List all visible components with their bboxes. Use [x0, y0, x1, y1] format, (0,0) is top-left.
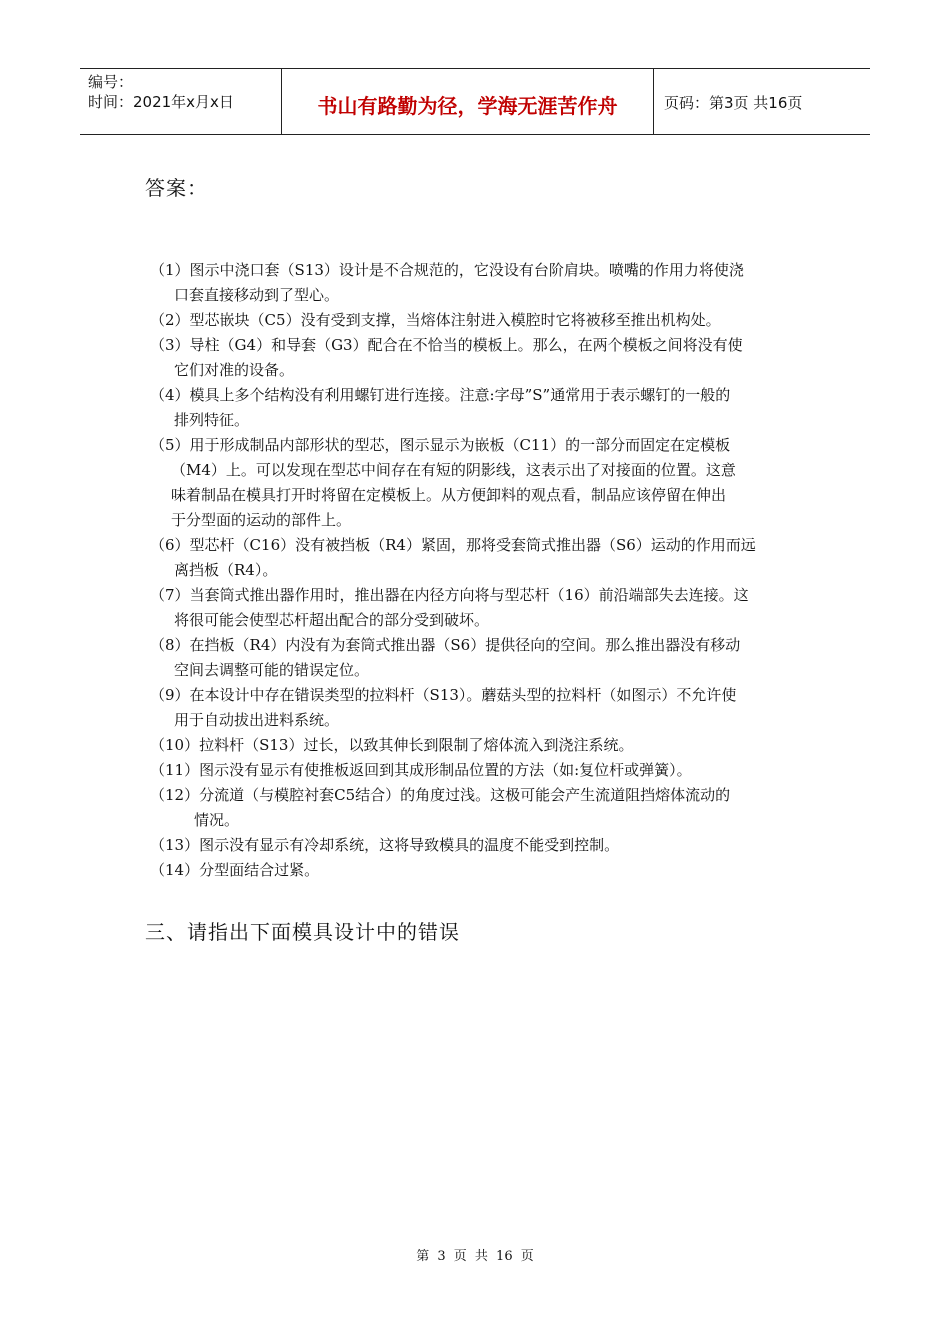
item-line: 于分型面的运动的部件上。: [171, 511, 352, 529]
item-line: 排列特征。: [174, 411, 250, 429]
item-line: 口套直接移动到了型心。: [174, 286, 340, 304]
document-time-label: 时间：2021年x月x日: [88, 93, 234, 111]
answer-list: [150, 258, 810, 883]
header-motto: 书山有路勤为径，学海无涯苦作舟: [282, 69, 654, 134]
header-page-number: 页码：第3页 共16页: [664, 94, 803, 112]
list-item: [150, 683, 810, 733]
list-item: [150, 633, 810, 683]
header-info-cell: [80, 69, 282, 134]
item-line: 将很可能会使型芯杆超出配合的部分受到破坏。: [174, 611, 490, 629]
item-line: （M4）上。可以发现在型芯中间存在有短的阴影线，这表示出了对接面的位置。这意: [171, 461, 736, 479]
item-line: （10）拉料杆（S13）过长，以致其伸长到限制了熔体流入到浇注系统。: [150, 736, 634, 754]
list-item: [150, 533, 810, 583]
page-header: [80, 68, 870, 135]
item-line: （12）分流道（与模腔衬套C5结合）的角度过浅。这极可能会产生流道阻挡熔体流动的: [150, 786, 731, 804]
list-item: [150, 583, 810, 633]
item-line: （1）图示中浇口套（S13）设计是不合规范的，它没设有台阶肩块。喷嘴的作用力将使浇: [150, 261, 744, 279]
item-line: （14）分型面结合过紧。: [150, 861, 320, 879]
item-line: （8）在挡板（R4）内没有为套筒式推出器（S6）提供径向的空间。那么推出器没有移动: [150, 636, 741, 654]
list-item: [150, 858, 810, 883]
list-item: [150, 308, 810, 333]
item-line: （11）图示没有显示有使推板返回到其成形制品位置的方法（如:复位杆或弹簧）。: [150, 761, 692, 779]
item-line: （13）图示没有显示有冷却系统，这将导致模具的温度不能受到控制。: [150, 836, 620, 854]
list-item: [150, 433, 810, 533]
list-item: [150, 758, 810, 783]
item-line: （5）用于形成制品内部形状的型芯，图示显示为嵌板（C11）的一部分而固定在定模板: [150, 436, 731, 454]
item-line: （6）型芯杆（C16）没有被挡板（R4）紧固，那将受套筒式推出器（S6）运动的作用而远: [150, 536, 756, 554]
item-line: （3）导柱（G4）和导套（G3）配合在不恰当的模板上。那么，在两个模板之间将没有使: [150, 336, 743, 354]
list-item: [150, 383, 810, 433]
list-item: [150, 783, 810, 833]
list-item: [150, 333, 810, 383]
item-line: （2）型芯嵌块（C5）没有受到支撑，当熔体注射进入模腔时它将被移至推出机构处。: [150, 311, 721, 329]
item-line: 离挡板（R4）。: [174, 561, 278, 579]
item-line: （7）当套筒式推出器作用时，推出器在内径方向将与型芯杆（16）前沿端部失去连接。这: [150, 586, 749, 604]
section-heading: 三、请指出下面模具设计中的错误: [145, 920, 460, 944]
answer-heading: 答案：: [145, 176, 208, 200]
item-line: 味着制品在模具打开时将留在定模板上。从方便卸料的观点看，制品应该停留在伸出: [171, 486, 727, 504]
item-line: 用于自动拔出进料系统。: [174, 711, 340, 729]
item-line: 空间去调整可能的错误定位。: [174, 661, 370, 679]
document-number-label: 编号：: [88, 73, 134, 91]
list-item: [150, 833, 810, 858]
item-line: （4）模具上多个结构没有利用螺钉进行连接。注意:字母”S”通常用于表示螺钉的一般的: [150, 386, 731, 404]
item-line: 情况。: [194, 811, 240, 829]
list-item: [150, 733, 810, 758]
item-line: 它们对准的设备。: [174, 361, 295, 379]
page-footer: 第 3 页 共 16 页: [416, 1249, 534, 1264]
list-item: [150, 258, 810, 308]
item-line: （9）在本设计中存在错误类型的拉料杆（S13）。蘑菇头型的拉料杆（如图示）不允许使: [150, 686, 737, 704]
